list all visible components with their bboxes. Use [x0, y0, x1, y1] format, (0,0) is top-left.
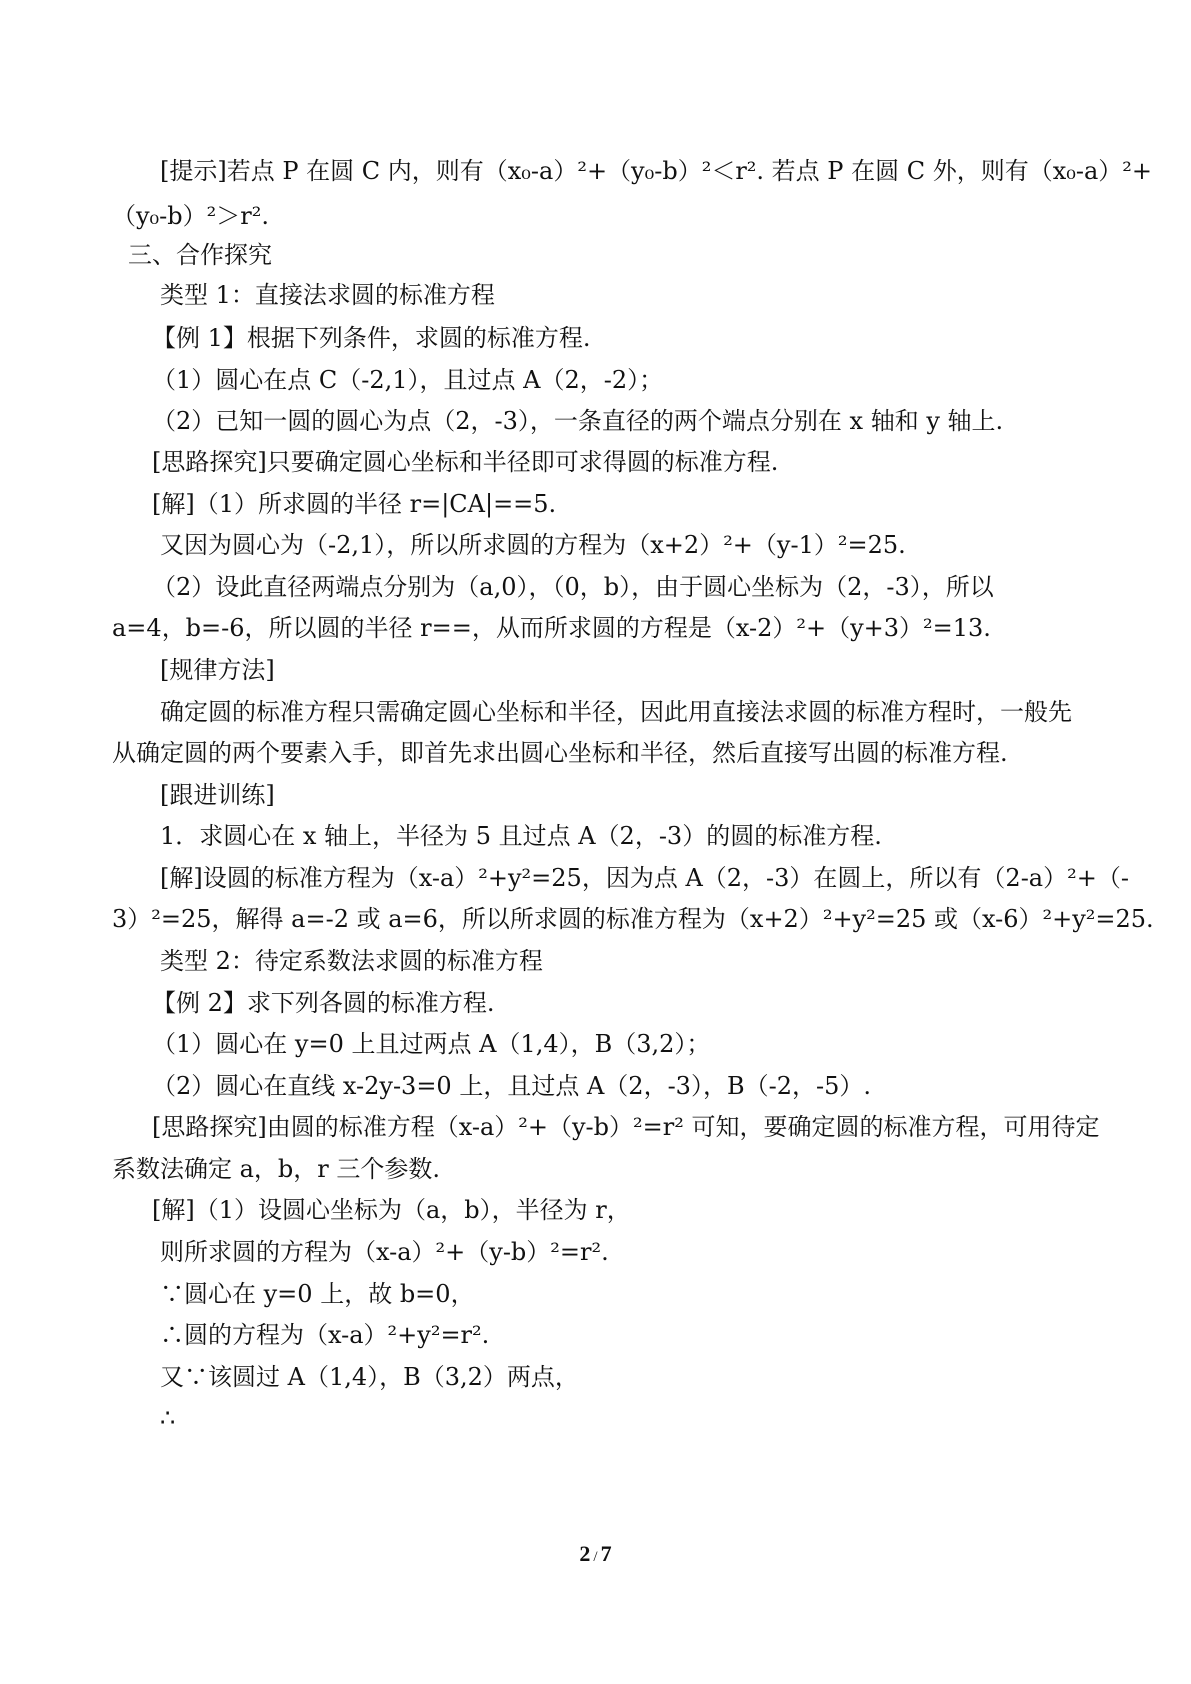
text-line: [提示]若点 P 在圆 C 内，则有（x₀-a）²+（y₀-b）²＜r². 若点 P 在圆 C 外，则有（x₀-a）²+ [160, 157, 1153, 185]
text-line: [解]（1）设圆心坐标为（a，b），半径为 r， [152, 1196, 631, 1224]
text-line: 又因为圆心为（-2,1），所以所求圆的方程为（x+2）²+（y-1）²=25. [160, 531, 906, 559]
text-line: ∴圆的方程为（x-a）²+y²=r². [160, 1321, 490, 1349]
text-line: （2）已知一圆的圆心为点（2，-3），一条直径的两个端点分别在 x 轴和 y 轴上. [152, 407, 1004, 435]
text-line: 系数法确定 a，b，r 三个参数. [112, 1155, 441, 1183]
text-line: 3）²=25，解得 a=-2 或 a=6，所以所求圆的标准方程为（x+2）²+y²=25 或（x-6）²+y²=25. [112, 905, 1154, 933]
text-line: 则所求圆的方程为（x-a）²+（y-b）²=r². [160, 1238, 609, 1266]
text-line: 1．求圆心在 x 轴上，半径为 5 且过点 A（2，-3）的圆的标准方程. [160, 822, 882, 850]
text-line: [思路探究]只要确定圆心坐标和半径即可求得圆的标准方程. [152, 448, 779, 476]
example-heading: 【例 2】求下列各圆的标准方程. [152, 989, 495, 1017]
label-line: [跟进训练] [160, 781, 275, 809]
page-number [0, 1541, 1191, 1567]
text-line: [思路探究]由圆的标准方程（x-a）²+（y-b）²=r² 可知，要确定圆的标准方程，可用待定 [152, 1113, 1100, 1141]
text-line: ∵圆心在 y=0 上，故 b=0， [160, 1280, 475, 1308]
page-separator: / [593, 1549, 598, 1565]
section-heading: 三、合作探究 [128, 241, 272, 269]
text-line: [解]设圆的标准方程为（x-a）²+y²=25，因为点 A（2，-3）在圆上，所以有（2-a）²+（- [160, 864, 1129, 892]
text-line: （2）设此直径两端点分别为（a,0），（0，b），由于圆心坐标为（2，-3），所以 [152, 573, 994, 601]
example-heading: 【例 1】根据下列条件，求圆的标准方程. [152, 324, 591, 352]
type-heading: 类型 2：待定系数法求圆的标准方程 [160, 947, 543, 975]
text-line: （1）圆心在 y=0 上且过两点 A（1,4），B（3,2）； [152, 1030, 711, 1058]
type-heading: 类型 1：直接法求圆的标准方程 [160, 281, 495, 309]
total-pages: 7 [600, 1541, 612, 1566]
text-line: （y₀-b）²＞r². [112, 202, 269, 230]
text-line: a=4，b=-6，所以圆的半径 r==，从而所求圆的方程是（x-2）²+（y+3）²=13. [112, 614, 991, 642]
label-line: [规律方法] [160, 656, 275, 684]
text-line: ∴ [160, 1404, 176, 1432]
text-line: [解]（1）所求圆的半径 r=|CA|==5. [152, 490, 557, 518]
current-page: 2 [579, 1541, 591, 1566]
text-line: （1）圆心在点 C（-2,1），且过点 A（2，-2）； [152, 366, 664, 394]
text-line: 从确定圆的两个要素入手，即首先求出圆心坐标和半径，然后直接写出圆的标准方程. [112, 739, 1008, 767]
text-line: （2）圆心在直线 x-2y-3=0 上，且过点 A（2，-3），B（-2，-5）. [152, 1072, 871, 1100]
text-line: 确定圆的标准方程只需确定圆心坐标和半径，因此用直接法求圆的标准方程时，一般先 [160, 698, 1072, 726]
text-line: 又∵该圆过 A（1,4），B（3,2）两点， [160, 1363, 579, 1391]
